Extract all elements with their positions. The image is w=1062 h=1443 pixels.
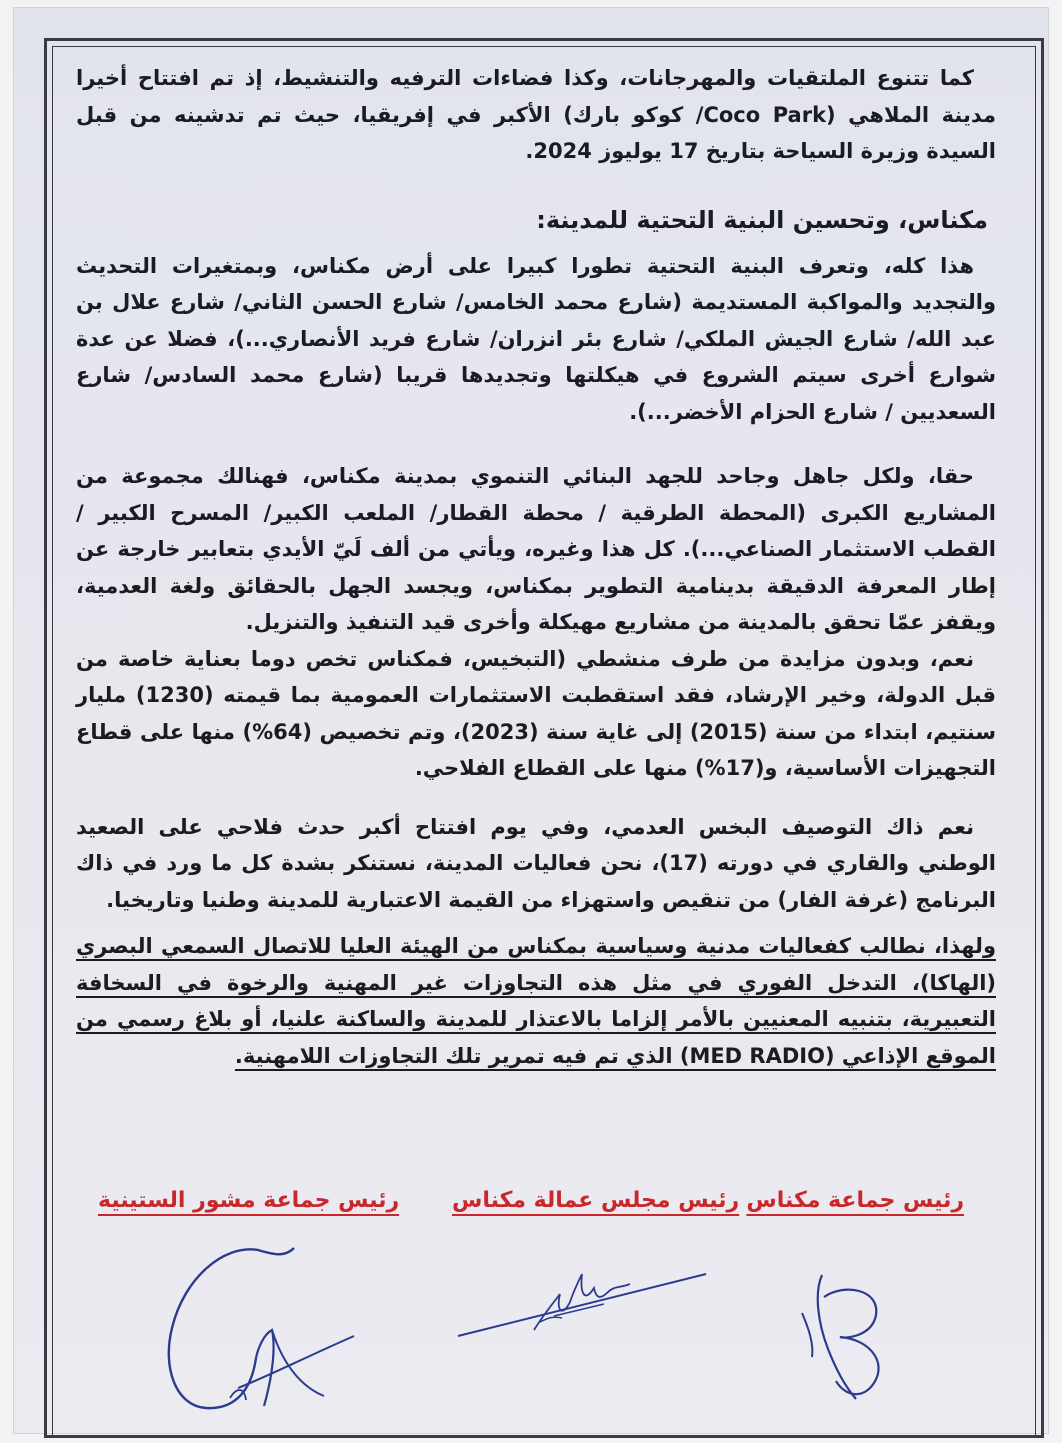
letter-body [76, 60, 996, 1074]
paragraph-public-investment: نعم، وبدون مزايدة من طرف منشطي (التبخيس، فمكناس تخص دوما بعناية خاصة من قبل الدولة، وخير الإرشاد، فقد استقطبت الاستثمارات العمومية بما قيمته (1230) مليار سنتيم، ابتداء من سنة (2015) إلى غاية سنة (2023)، وتم تخصيص (64%) منها على قطاع التجهيزات الأساسية، و(17%) منها على القطاع الفلاحي. [76, 646, 996, 780]
paragraph-infrastructure: هذا كله، وتعرف البنية التحتية تطورا كبيرا على أرض مكناس، وبمتغيرات التحديث والتجديد والمواكبة المستديمة (شارع محمد الخامس/ شارع الحسن الثاني/ شارع علال بن عبد الله/ شارع الجيش الملكي/ شارع بئر انزران/ شارع فريد الأنصاري...)، فضلا عن عدة شوارع أخرى سيتم الشروع في هيكلتها وتجديدها قريبا (شارع محمد السادس/ شارع السعديين / شارع الحزام الأخضر...). [76, 253, 996, 424]
paragraph-demand: ولهذا، نطالب كفعاليات مدنية وسياسية بمكناس من الهيئة العليا للاتصال السمعي البصري (الهاكا)، التدخل الفوري في مثل هذه التجاوزات غير المهنية والرخوة في السخافة التعبيرية، بتنبيه المعنيين بالأمر إلزاما بالاعتذار للمدينة والساكنة علنيا، أو بلاغ رسمي من الموقع الإذاعي (MED RADIO) الذي تم فيه تمرير تلك التجاوزات اللامهنية. [76, 934, 996, 1068]
paragraph-condemnation: نعم ذاك التوصيف البخس العدمي، وفي يوم افتتاح أكبر حدث فلاحي على الصعيد الوطني والقاري في دورته (17)، نحن فعاليات المدينة، نستنكر بشدة كل ما ورد في ذاك البرنامج (غرفة الفار) من تنقيص واستهزاء من القيمة الاعتبارية للمدينة وطنيا وتاريخيا. [76, 814, 996, 912]
signature-label-meknes-prefecture-council: رئيس مجلس عمالة مكناس [452, 1188, 740, 1213]
signature-right-icon [784, 1253, 904, 1413]
signature-middle-icon [444, 1258, 724, 1348]
paragraph-coco-park: كما تتنوع الملتقيات والمهرجانات، وكذا فضاءات الترفيه والتنشيط، إذ تم افتتاح أخيرا مدينة الملاهي (Coco Park/ كوكو بارك) الأكبر في إفريقيا، حيث تم تدشينه من قبل السيدة وزيرة السياحة بتاريخ 17 يوليوز 2024. [76, 66, 996, 163]
signature-label-mechouar-commune: رئيس جماعة مشور الستينية [98, 1188, 400, 1213]
paragraph-major-projects: حقا، ولكل جاهل وجاحد للجهد البنائي التنموي بمدينة مكناس، فهنالك مجموعة من المشاريع الكبرى (المحطة الطرقية / محطة القطار/ الملعب الكبير/ المسرح الكبير / القطب الاستثمار الصناعي...). كل هذا وغيره، ويأتي من ألف لَيّ الأيدي بتعابير خارجة عن إطار المعرفة الدقيقة بدينامية التطوير بمكناس، ويجسد الجهل بالحقائق ولغة العدمية، ويقفز عمّا تحقق بالمدينة من مشاريع مهيكلة وأخرى قيد التنفيذ والتنزيل. [76, 464, 996, 634]
document-sheet [14, 8, 1048, 1433]
signature-label-meknes-commune: رئيس جماعة مكناس [746, 1188, 964, 1213]
signature-left-icon [154, 1238, 384, 1428]
section-heading: مكناس، وتحسين البنية التحتية للمدينة: [536, 205, 988, 234]
